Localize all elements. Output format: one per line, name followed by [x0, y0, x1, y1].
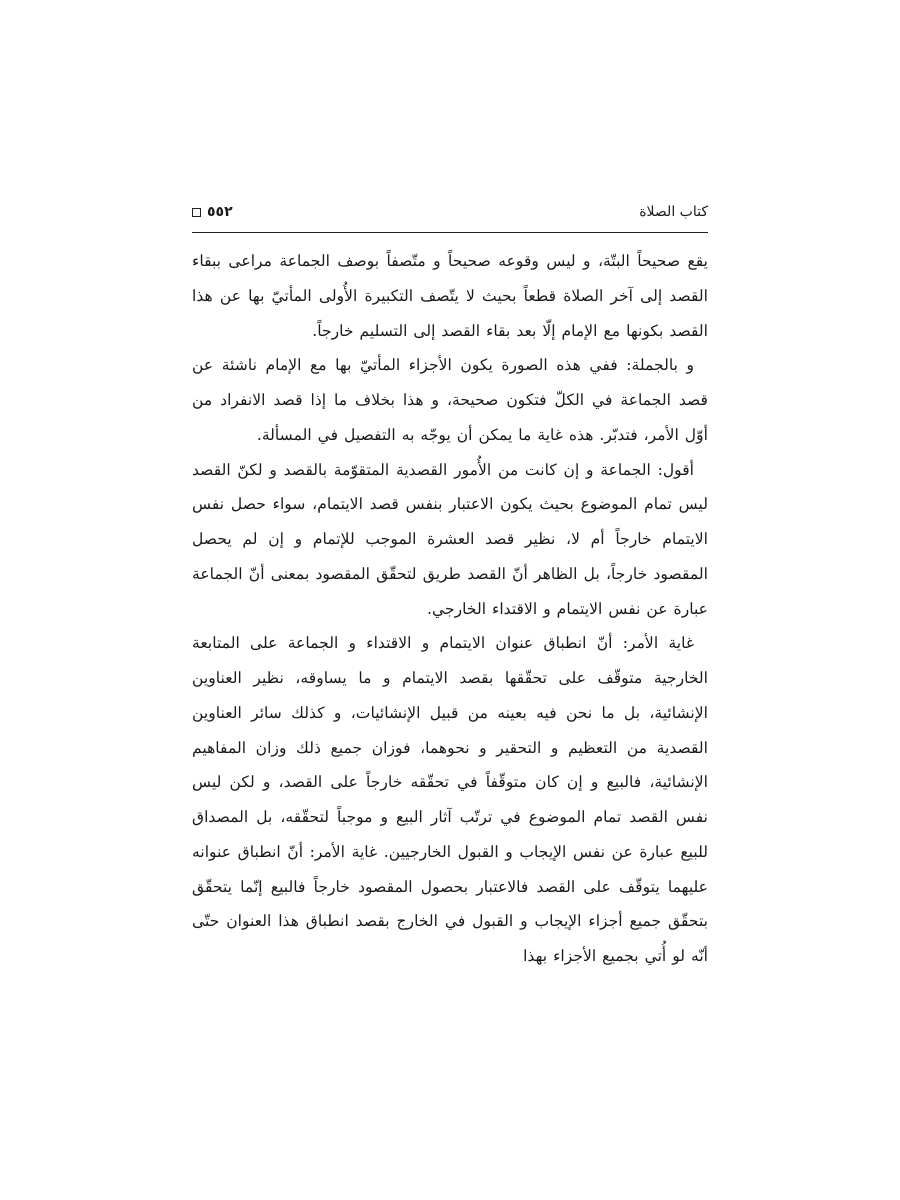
page-number-group [192, 204, 233, 220]
paragraph: غاية الأمر: أنّ انطباق عنوان الايتمام و الاقتداء و الجماعة على المتابعة الخارجية متوقّف على تحقّقها بقصد الايتمام و ما يساوقه، نظير العناوين الإنشائية، بل ما نحن فيه بعينه من قبيل الإنشائيات، و كذلك سائر العناوين القصدية من التعظيم و التحقير و نحوهما، فوزان جميع ذلك وزان المفاهيم الإنشائية، فالبيع و إن كان متوقّفاً في تحقّقه خارجاً على القصد، و لكن ليس نفس القصد تمام الموضوع في ترتّب آثار البيع و موجباً لتحقّقه، بل المصداق للبيع عبارة عن نفس الإيجاب و القبول الخارجيين. غاية الأمر: أنّ انطباق عنوانه عليهما يتوقّف على القصد فالاعتبار بحصول المقصود خارجاً فالبيع إنّما يتحقّق بتحقّق جميع أجزاء الإيجاب و القبول في الخارج بقصد انطباق هذا العنوان حتّى أنّه لو أُتي بجميع الأجزاء بهذا [192, 634, 708, 965]
body-text [192, 244, 708, 974]
paragraph: أقول: الجماعة و إن كانت من الأُمور القصدية المتقوّمة بالقصد و لكنّ القصد ليس تمام الموضوع بحيث يكون الاعتبار بنفس قصد الايتمام، سواء حصل نفس الايتمام خارجاً أم لا، نظير قصد العشرة الموجب للإتمام و إن لم يحصل المقصود خارجاً، بل الظاهر أنّ القصد طريق لتحقّق المقصود بمعنى أنّ الجماعة عبارة عن نفس الايتمام و الاقتداء الخارجي. [192, 460, 708, 618]
paragraph: يقع صحيحاً البتّة، و ليس وقوعه صحيحاً و متّصفاً بوصف الجماعة مراعى ببقاء القصد إلى آخر الصلاة قطعاً بحيث لا يتّصف التكبيرة الأُولى المأتيّ بها عن هذا القصد بكونها مع الإمام إلّا بعد بقاء القصد إلى التسليم خارجاً. [192, 252, 708, 340]
page-header [192, 200, 708, 224]
book-title: كتاب الصلاة [639, 204, 708, 220]
page-number: ٥٥٢ [207, 204, 233, 220]
square-bullet-icon [192, 208, 201, 217]
paragraph: و بالجملة: ففي هذه الصورة يكون الأجزاء المأتيّ بها مع الإمام ناشئة عن قصد الجماعة في الكلّ فتكون صحيحة، و هذا بخلاف ما إذا قصد الانفراد من أوّل الأمر، فتدبّر. هذه غاية ما يمكن أن يوجّه به التفصيل في المسألة. [192, 356, 708, 444]
header-divider [192, 232, 708, 233]
